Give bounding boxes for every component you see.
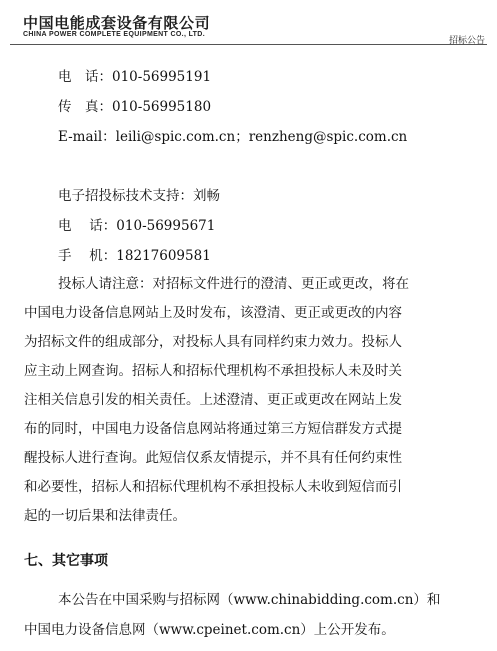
notice-line: 起的一切后果和法律责任。 bbox=[24, 508, 186, 524]
notice-line: 中国电力设备信息网站上及时发布，该澄清、更正或更改的内容 bbox=[24, 305, 402, 321]
support-phone-label: 电 话： bbox=[58, 218, 117, 234]
support-mobile-value: 18217609581 bbox=[116, 248, 211, 264]
support-phone bbox=[58, 217, 215, 235]
company-name-cn: 中国电能成套设备有限公司 bbox=[23, 14, 211, 32]
contact-fax-value: 010-56995180 bbox=[112, 99, 212, 115]
header-divider bbox=[10, 44, 487, 45]
notice-line: 应主动上网查询。招标人和招标代理机构不承担投标人未及时关 bbox=[24, 363, 402, 379]
contact-email-value: leili@spic.com.cn；renzheng@spic.com.cn bbox=[115, 129, 408, 145]
notice-line: 投标人请注意：对招标文件进行的澄清、更正或更改，将在 bbox=[58, 276, 409, 292]
contact-phone-label: 电 话： bbox=[58, 69, 112, 85]
support-phone-value: 010-56995671 bbox=[116, 218, 216, 234]
section-heading: 七、其它事项 bbox=[24, 553, 108, 569]
notice-line: 为招标文件的组成部分，对投标人具有同样约束力效力。投标人 bbox=[24, 334, 402, 350]
notice-line: 醒投标人进行查询。此短信仅系友情提示，并不具有任何约束性 bbox=[24, 450, 402, 466]
contact-email bbox=[58, 128, 407, 146]
contact-fax-label: 传 真： bbox=[58, 99, 112, 115]
notice-line: 注相关信息引发的相关责任。上述澄清、更正或更改在网站上发 bbox=[24, 392, 402, 408]
contact-fax bbox=[58, 98, 211, 116]
contact-phone bbox=[58, 68, 211, 86]
contact-email-label: E-mail： bbox=[58, 129, 116, 145]
page-header bbox=[0, 0, 497, 46]
notice-line: 布的同时，中国电力设备信息网站将通过第三方短信群发方式提 bbox=[24, 421, 402, 437]
company-name-en: CHINA POWER COMPLETE EQUIPMENT CO., LTD. bbox=[23, 31, 205, 38]
support-mobile bbox=[58, 247, 211, 265]
contact-phone-value: 010-56995191 bbox=[112, 69, 212, 85]
support-mobile-label: 手 机： bbox=[58, 248, 117, 264]
notice-line: 和必要性，招标人和招标代理机构不承担投标人未收到短信而引 bbox=[24, 479, 402, 495]
section-line: 中国电力设备信息网（www.cpeinet.com.cn）上公开发布。 bbox=[24, 622, 395, 638]
header-tag: 招标公告 bbox=[448, 36, 485, 46]
support-title: 电子招投标技术支持：刘畅 bbox=[58, 188, 220, 204]
section-line: 本公告在中国采购与招标网（www.chinabidding.com.cn）和 bbox=[58, 592, 441, 608]
